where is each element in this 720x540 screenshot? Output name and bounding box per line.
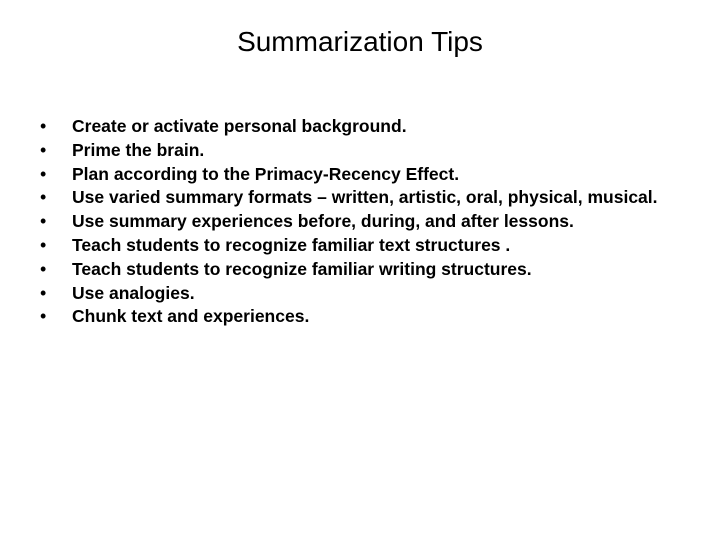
- bullet-dot: •: [40, 282, 47, 303]
- bullet-dot: •: [40, 187, 47, 208]
- bullet-item: [40, 163, 690, 187]
- bullet-dot: •: [40, 116, 47, 136]
- bullet-dot: •: [40, 258, 47, 279]
- bullet-item: [40, 115, 690, 139]
- bullet-dot: •: [40, 139, 47, 160]
- bullet-text: Plan according to the Primacy-Recency Effect.: [72, 163, 460, 184]
- bullet-item: [40, 210, 690, 234]
- bullet-text: Use summary experiences before, during, and after lessons.: [72, 211, 574, 232]
- bullet-item: [40, 258, 690, 282]
- bullet-dot: •: [40, 163, 47, 184]
- bullet-item: [40, 186, 690, 210]
- bullet-text: Use varied summary formats – written, artistic, oral, physical, musical.: [72, 187, 658, 208]
- bullet-text: Prime the brain.: [72, 139, 205, 160]
- bullet-text: Create or activate personal background.: [72, 116, 407, 136]
- bullet-dot: •: [40, 306, 47, 327]
- bullet-item: [40, 139, 690, 163]
- bullet-text: Chunk text and experiences.: [72, 306, 310, 327]
- bullet-item: [40, 282, 690, 306]
- bullet-item: [40, 305, 690, 329]
- slide-title: Summarization Tips: [237, 26, 483, 57]
- bullet-dot: •: [40, 211, 47, 232]
- bullet-text: Teach students to recognize familiar text structures .: [72, 234, 511, 255]
- bullet-list: [40, 115, 690, 329]
- bullet-item: [40, 234, 690, 258]
- bullet-text: Teach students to recognize familiar writing structures.: [72, 258, 532, 279]
- bullet-text: Use analogies.: [72, 282, 195, 303]
- bullet-dot: •: [40, 234, 47, 255]
